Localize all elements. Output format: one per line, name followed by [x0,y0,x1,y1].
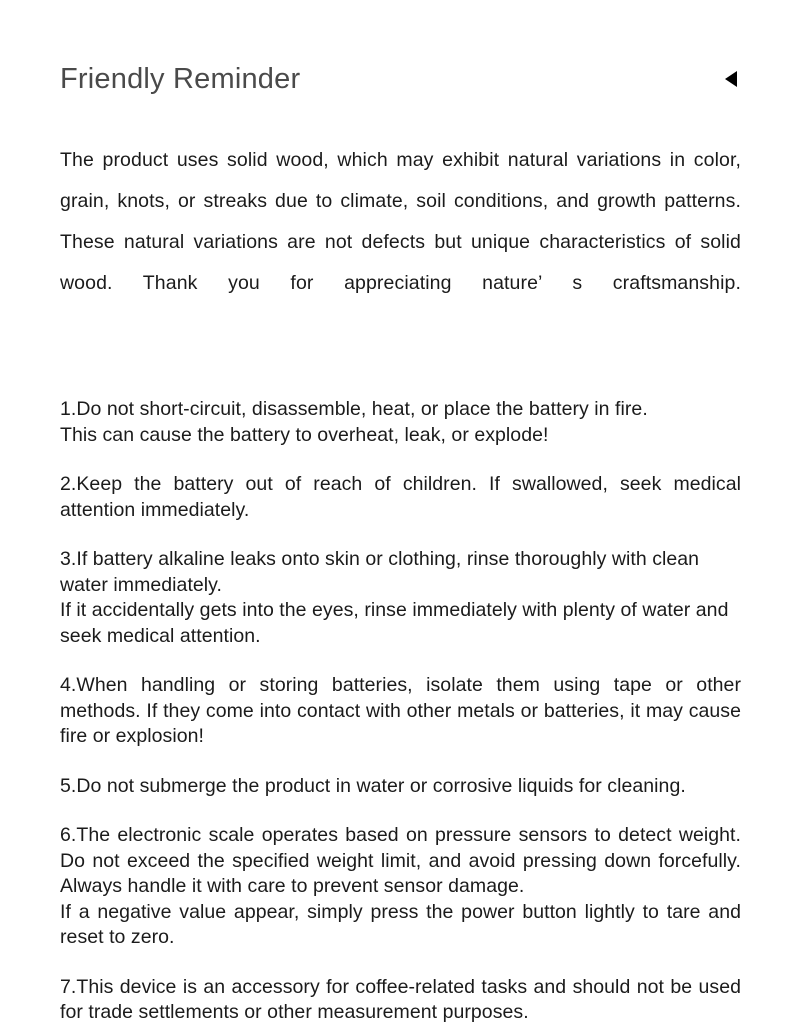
safety-item [60,823,741,951]
safety-item-text: 3.If battery alkaline leaks onto skin or clothing, rinse thoroughly with clean water immediately. [60,548,700,596]
safety-item [60,975,741,1026]
safety-item-text: 4.When handling or storing batteries, isolate them using tape or other methods. If they come into contact with other metals or batteries, it may cause fire or explosion! [60,674,741,747]
safety-item-text: 6.The electronic scale operates based on pressure sensors to detect weight. Do not exceed the specified weight limit, and avoid pressing down forcefully. Always handle it with care to prevent sensor damage. [60,824,741,897]
safety-item-text: If a negative value appear, simply press the power button lightly to tare and reset to zero. [60,900,741,948]
safety-item-text: 1.Do not short-circuit, disassemble, heat, or place the battery in fire. [60,398,648,420]
safety-item-text: If it accidentally gets into the eyes, rinse immediately with plenty of water and seek medical attention. [60,599,729,647]
safety-item [60,547,741,649]
safety-item [60,397,741,448]
safety-item-list [60,397,741,1026]
caret-left-icon[interactable] [720,68,738,90]
safety-item [60,472,741,523]
intro-paragraph: The product uses solid wood, which may exhibit natural variations in color, grain, knots, or streaks due to climate, soil conditions, and growth patterns. These natural variations are not defects but unique characteristics of solid wood. Thank you for appreciating nature’ s craftsmanship. [60,149,741,294]
safety-item [60,774,741,800]
page-title: Friendly Reminder [60,63,301,95]
safety-item [60,673,741,750]
safety-item-text: This can cause the battery to overheat, leak, or explode! [60,423,549,446]
page-header [60,58,740,100]
safety-item-text: 5.Do not submerge the product in water or corrosive liquids for cleaning. [60,774,686,797]
reminder-content [60,140,741,1026]
safety-item-text: 2.Keep the battery out of reach of children. If swallowed, seek medical attention immediately. [60,473,741,521]
safety-item-text: 7.This device is an accessory for coffee-related tasks and should not be used for trade settlements or other measurement purposes. [60,975,741,1023]
